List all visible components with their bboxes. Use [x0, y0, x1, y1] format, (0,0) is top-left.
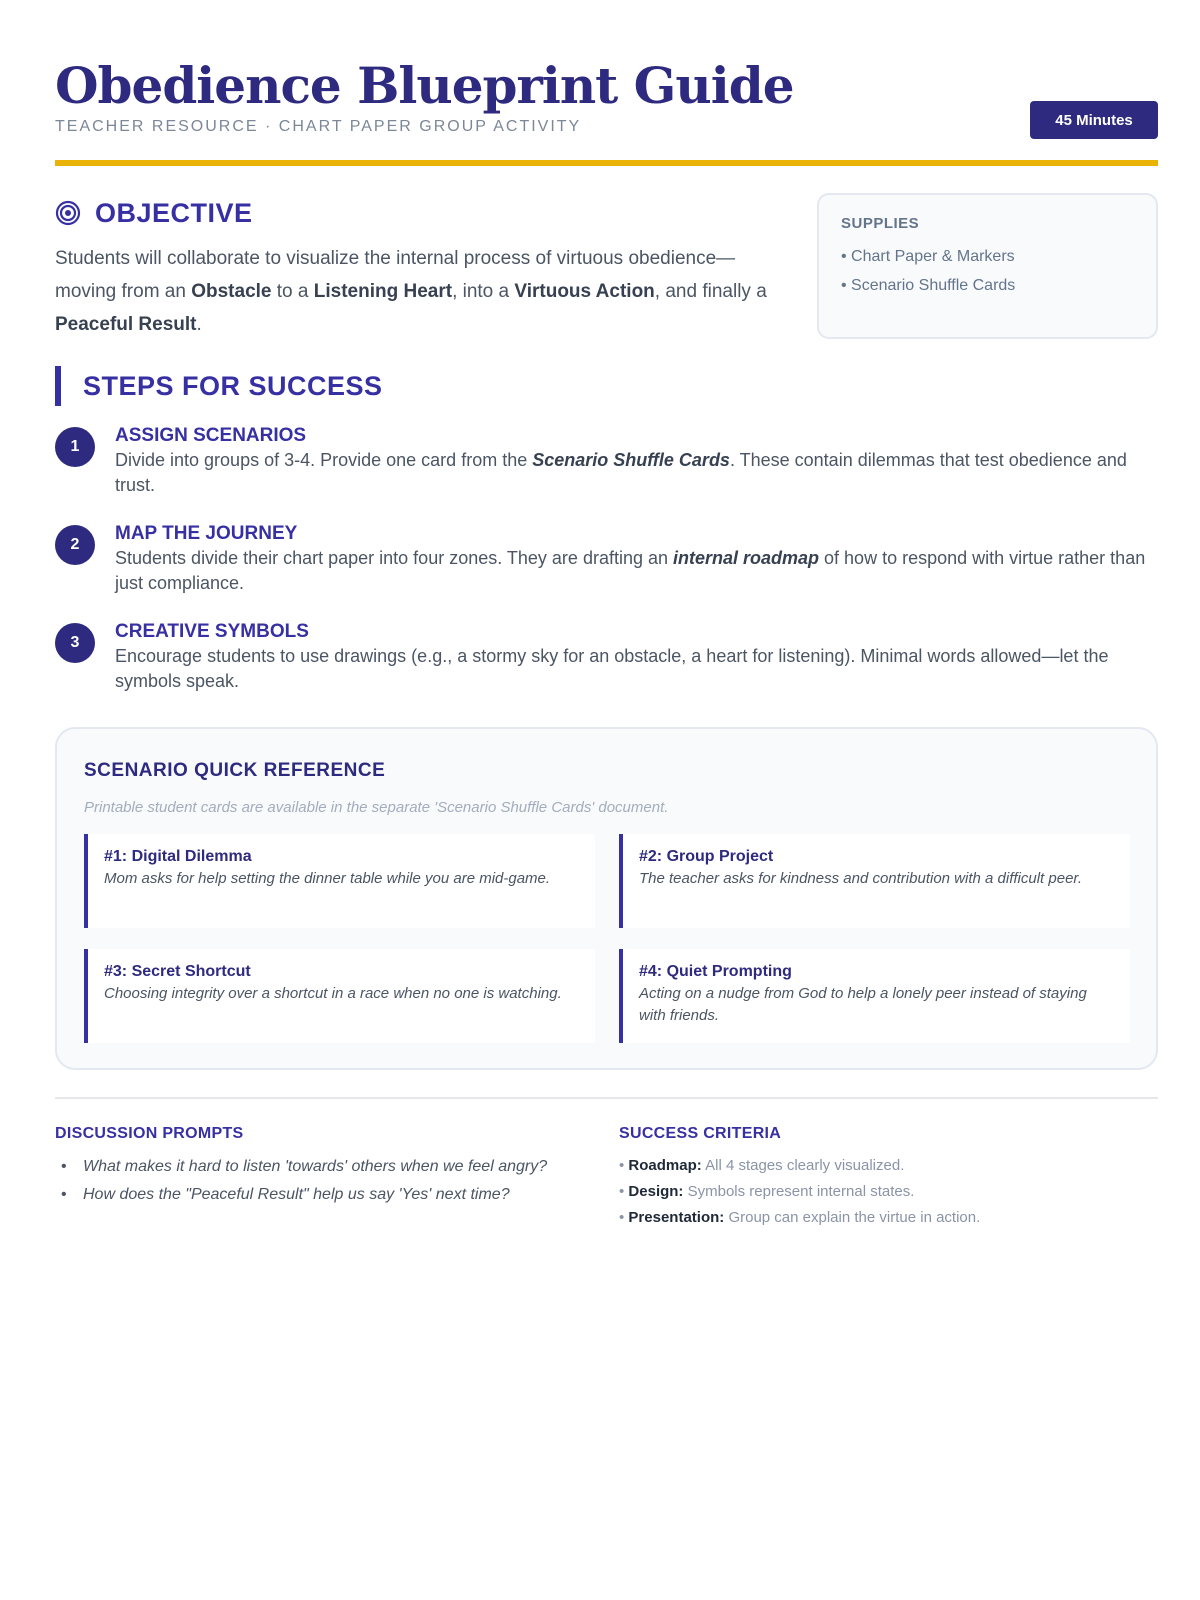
objective-text-run: Students will collaborate to visualize the internal process of virtuous obedience—moving from an [55, 248, 736, 302]
supply-item: • Scenario Shuffle Cards [841, 277, 1016, 294]
criteria-label: Design: [628, 1183, 684, 1200]
scenario-card-title: #3: Secret Shortcut [104, 963, 251, 980]
objective-keyword: Virtuous Action [514, 281, 655, 302]
objective-text-run: , and finally a [654, 281, 767, 302]
step-text: Encourage students to use drawings (e.g., a stormy sky for an obstacle, a heart for listening). Minimal words allowed—let the symbols speak. [115, 646, 1109, 691]
success-title: SUCCESS CRITERIA [619, 1125, 782, 1142]
scenario-card-title: #1: Digital Dilemma [104, 848, 252, 865]
objective-heading [55, 196, 775, 230]
section-divider [55, 1097, 1158, 1099]
objective-keyword: Obstacle [191, 281, 272, 302]
scenario-card-text: Mom asks for help setting the dinner table while you are mid-game. [104, 870, 551, 887]
supply-item: • Chart Paper & Markers [841, 248, 1015, 265]
step-number: 2 [55, 525, 95, 565]
step-emphasis: internal roadmap [673, 548, 820, 568]
steps-title: STEPS FOR SUCCESS [83, 370, 383, 401]
target-icon [55, 200, 81, 226]
scenario-card-text: Acting on a nudge from God to help a lonely peer instead of staying with friends. [639, 985, 1087, 1024]
objective-text-run: , into a [452, 281, 515, 302]
criteria-item: • Design: Symbols represent internal states. [619, 1183, 915, 1200]
steps-accent-bar [55, 366, 61, 406]
page-header [55, 52, 1158, 167]
objective-keyword: Peaceful Result [55, 314, 197, 335]
discussion-title: DISCUSSION PROMPTS [55, 1125, 244, 1142]
criteria-label: Roadmap: [628, 1157, 702, 1174]
supplies-box [817, 193, 1158, 339]
success-criteria [619, 1125, 1158, 1231]
scenario-title: SCENARIO QUICK REFERENCE [84, 760, 386, 781]
criteria-item: • Presentation: Group can explain the virtue in action. [619, 1209, 981, 1226]
duration-badge: 45 Minutes [1030, 101, 1158, 139]
objective-title: OBJECTIVE [95, 197, 253, 228]
page-title: Obedience Blueprint Guide [55, 56, 794, 115]
objective-keyword: Listening Heart [313, 281, 453, 302]
scenario-card [84, 834, 595, 928]
steps-heading [55, 366, 383, 406]
scenario-card [619, 834, 1130, 928]
scenario-note: Printable student cards are available in the separate 'Scenario Shuffle Cards' document. [84, 799, 669, 816]
scenario-card [84, 949, 595, 1043]
criteria-item: • Roadmap: All 4 stages clearly visualized. [619, 1157, 905, 1174]
scenario-card-title: #2: Group Project [639, 848, 774, 865]
step-title: CREATIVE SYMBOLS [115, 621, 309, 642]
step-emphasis: Scenario Shuffle Cards [532, 450, 730, 470]
scenario-card [619, 949, 1130, 1043]
step-number: 1 [55, 427, 95, 467]
objective-section [55, 196, 775, 341]
step-title: MAP THE JOURNEY [115, 523, 298, 544]
objective-text [55, 242, 775, 341]
supplies-title: SUPPLIES [841, 215, 920, 232]
step-text: Divide into groups of 3-4. Provide one card from the Scenario Shuffle Cards. These contain dilemmas that test obedience and trust. [115, 450, 1127, 495]
step-text: Students divide their chart paper into four zones. They are drafting an internal roadmap of how to respond with virtue rather than just compliance. [115, 548, 1146, 593]
page-subtitle: TEACHER RESOURCE · CHART PAPER GROUP ACTIVITY [55, 118, 582, 135]
scenario-reference-panel [55, 727, 1158, 1070]
discussion-item: • What makes it hard to listen 'towards' others when we feel angry? [55, 1153, 595, 1181]
step-title: ASSIGN SCENARIOS [115, 425, 307, 446]
discussion-item: • How does the "Peaceful Result" help us say 'Yes' next time? [55, 1181, 595, 1209]
objective-text-run: to a [271, 281, 314, 302]
criteria-label: Presentation: [628, 1209, 725, 1226]
step-number: 3 [55, 623, 95, 663]
objective-text-run: . [196, 314, 202, 335]
lesson-page [55, 0, 1158, 1600]
scenario-card-text: The teacher asks for kindness and contribution with a difficult peer. [639, 870, 1083, 887]
discussion-prompts [55, 1125, 595, 1209]
header-divider [55, 160, 1158, 166]
scenario-card-text: Choosing integrity over a shortcut in a race when no one is watching. [104, 985, 562, 1002]
scenario-card-title: #4: Quiet Prompting [639, 963, 792, 980]
